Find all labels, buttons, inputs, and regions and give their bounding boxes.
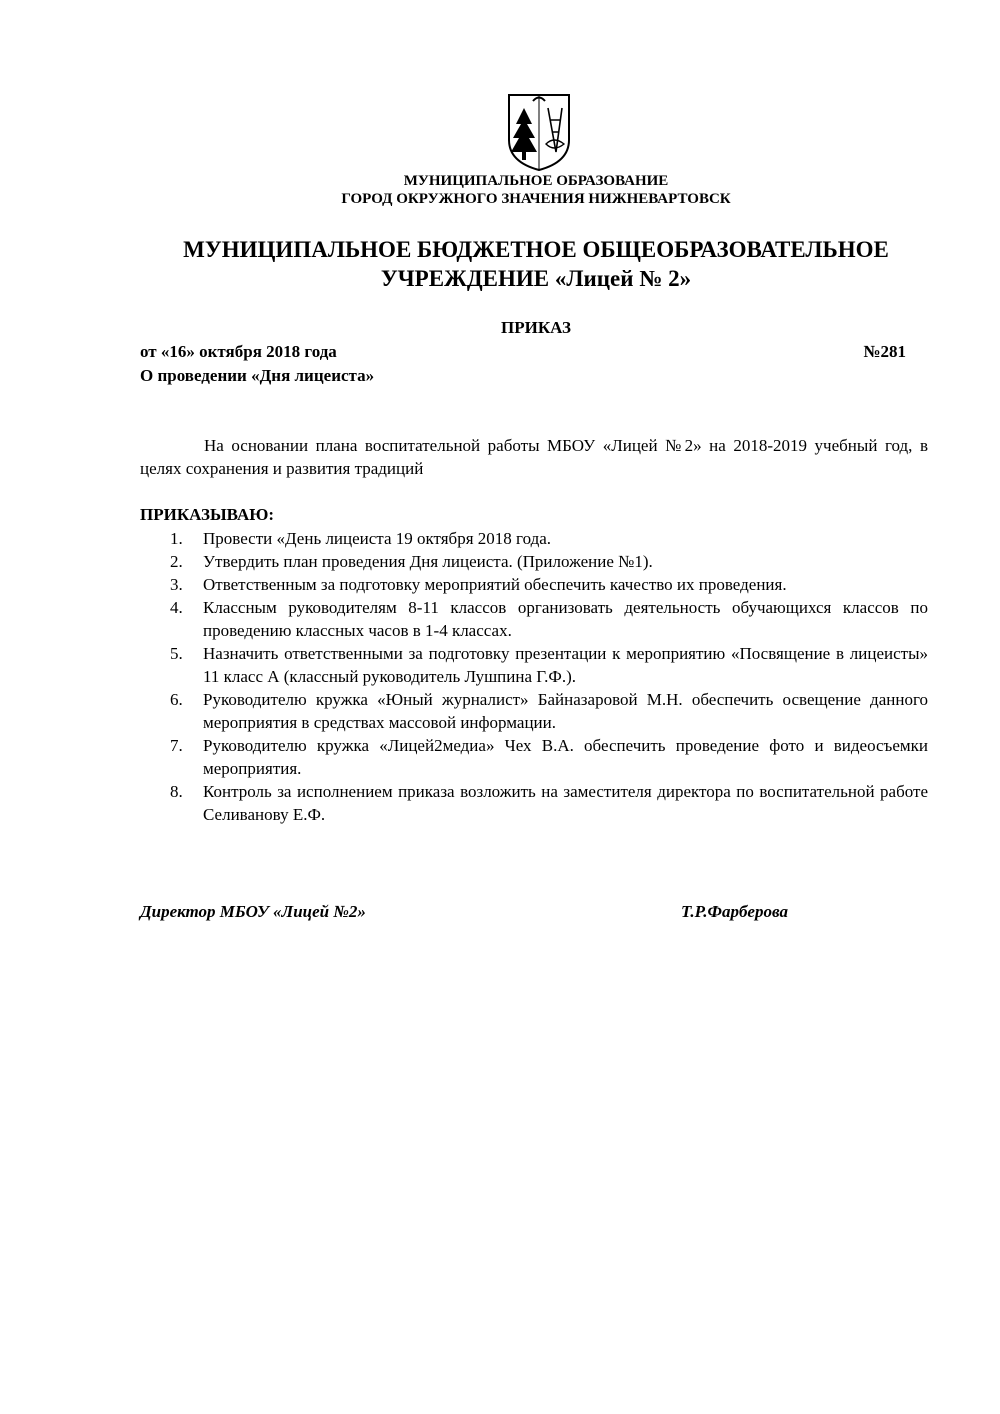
item-text: Контроль за исполнением приказа возложить на заместителя директора по воспитательной работе Селиванову Е.Ф. (203, 782, 928, 824)
list-item (140, 642, 928, 688)
list-item (140, 550, 928, 573)
order-number: №281 (863, 342, 906, 361)
item-text: Ответственным за подготовку мероприятий обеспечить качество их проведения. (203, 575, 787, 594)
item-text: Провести «День лицеиста 19 октября 2018 года. (203, 529, 552, 548)
item-text: Назначить ответственными за подготовку презентации к мероприятию «Посвящение в лицеисты» 11 класс А (классный руководитель Лушпина Г.Ф.). (203, 644, 928, 686)
item-number: 3. (170, 575, 183, 594)
list-item (140, 596, 928, 642)
document-title: ПРИКАЗ (501, 318, 571, 337)
item-number: 8. (170, 782, 183, 801)
item-number: 6. (170, 690, 183, 709)
institution-name-line-2: УЧРЕЖДЕНИЕ «Лицей № 2» (380, 266, 692, 291)
municipality-line-2: ГОРОД ОКРУЖНОГО ЗНАЧЕНИЯ НИЖНЕВАРТОВСК (341, 191, 731, 207)
institution-name-line-1: МУНИЦИПАЛЬНОЕ БЮДЖЕТНОЕ ОБЩЕОБРАЗОВАТЕЛЬНОЕ (183, 237, 889, 262)
item-number: 1. (170, 529, 183, 548)
item-text: Классным руководителям 8-11 классов организовать деятельность обучающихся классов по проведению классных часов в 1-4 классах. (203, 598, 928, 640)
item-number: 2. (170, 552, 183, 571)
order-date: от «16» октября 2018 года (140, 342, 337, 361)
list-item (140, 688, 928, 734)
list-item (140, 734, 928, 780)
city-coat-of-arms-icon (506, 92, 572, 172)
list-item (140, 780, 928, 826)
list-item (140, 573, 928, 596)
basis-paragraph (140, 434, 928, 480)
item-text: Руководителю кружка «Юный журналист» Байназаровой М.Н. обеспечить освещение данного мероприятия в средствах массовой информации. (203, 690, 928, 732)
list-item (140, 527, 928, 550)
order-subject: О проведении «Дня лицеиста» (140, 366, 375, 385)
item-number: 7. (170, 736, 183, 755)
basis-text: На основании плана воспитательной работы МБОУ «Лицей №2» на 2018-2019 учебный год, в целях сохранения и развития традиций (140, 436, 928, 478)
municipality-line-1: МУНИЦИПАЛЬНОЕ ОБРАЗОВАНИЕ (403, 173, 669, 189)
order-label: ПРИКАЗЫВАЮ: (140, 505, 275, 524)
signatory-name: Т.Р.Фарберова (681, 902, 788, 921)
signatory-position: Директор МБОУ «Лицей №2» (140, 902, 366, 921)
item-text: Руководителю кружка «Лицей2медиа» Чех В.А. обеспечить проведение фото и видеосъемки мероприятия. (203, 736, 928, 778)
order-items-list (140, 527, 928, 826)
item-number: 5. (170, 644, 183, 663)
item-number: 4. (170, 598, 183, 617)
item-text: Утвердить план проведения Дня лицеиста. (Приложение №1). (203, 552, 653, 571)
